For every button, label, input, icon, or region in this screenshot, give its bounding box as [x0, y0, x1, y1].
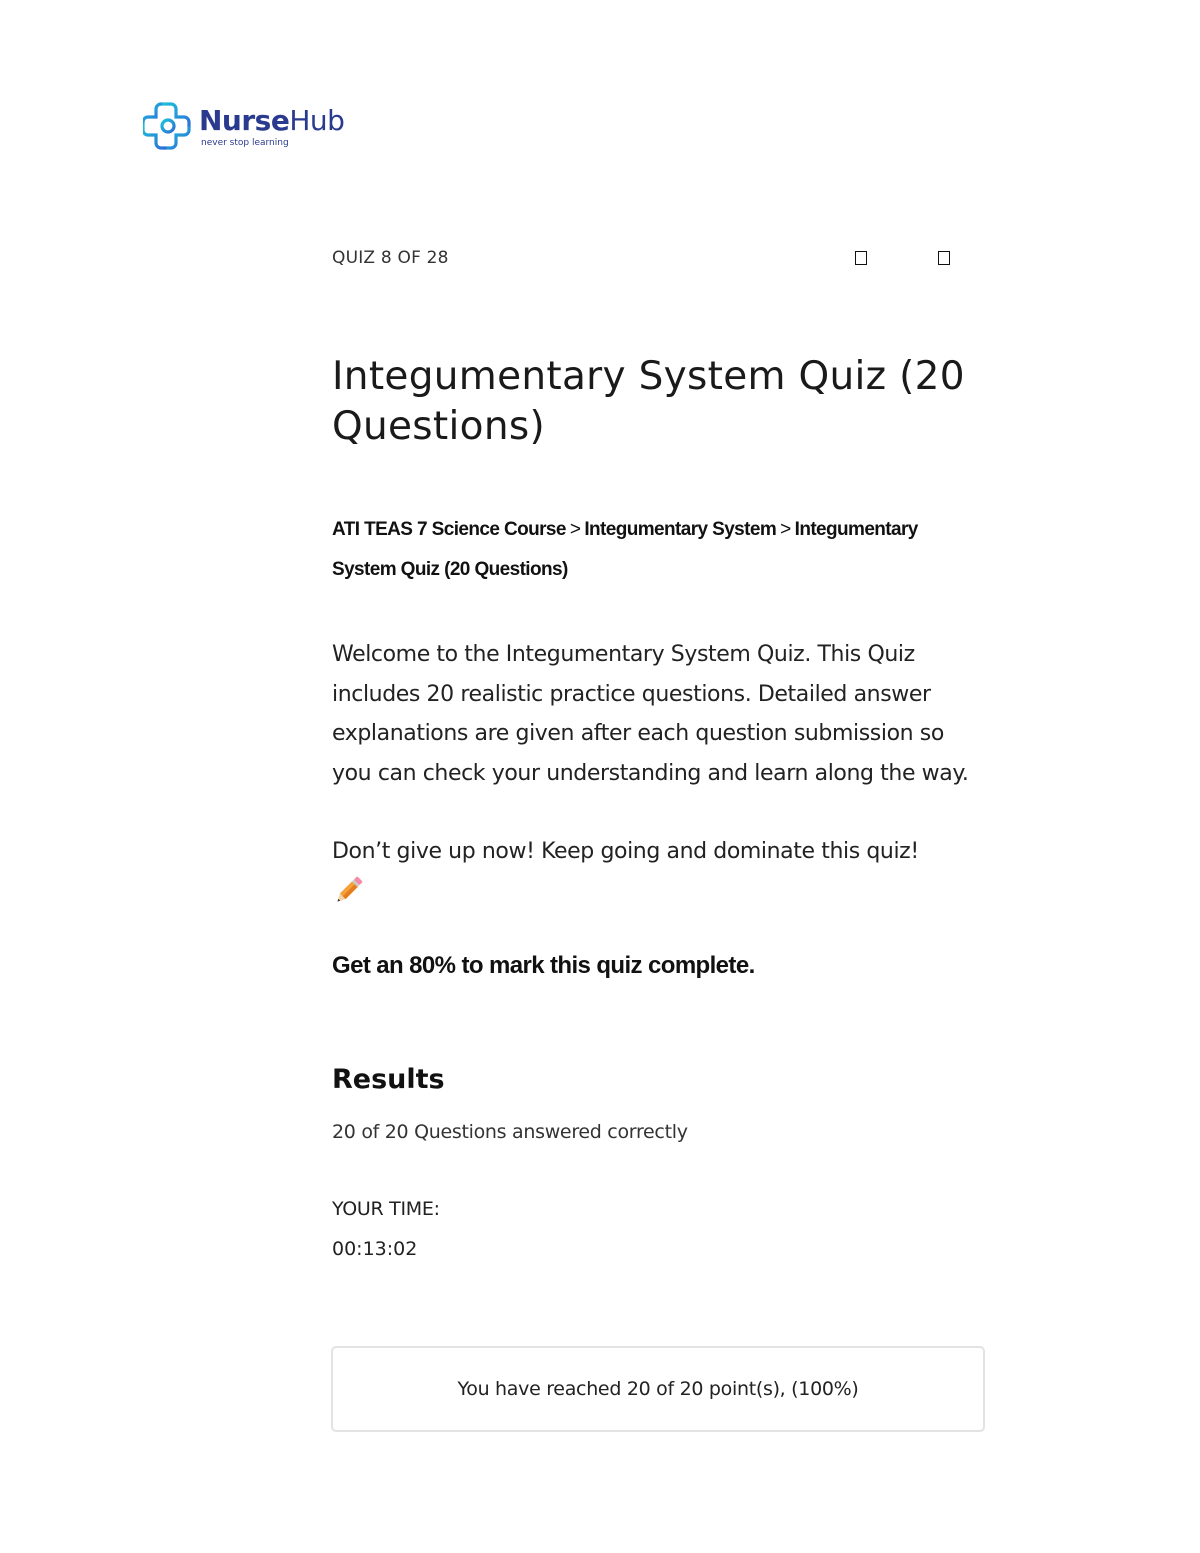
- pass-requirement-note: Get an 80% to mark this quiz complete.: [332, 952, 755, 979]
- time-label: YOUR TIME:: [332, 1198, 440, 1220]
- encouragement-message: Don’t give up now! Keep going and dominate this quiz!: [332, 839, 919, 864]
- breadcrumb-separator: >: [569, 519, 581, 540]
- nursehub-cross-logo-icon: [143, 100, 193, 150]
- breadcrumb-separator: >: [780, 519, 791, 540]
- quiz-header: [332, 248, 957, 272]
- breadcrumb: [332, 510, 962, 590]
- quiz-intro-text: Welcome to the Integumentary System Quiz. This Quiz includes 20 realistic practice questions. Detailed answer explanations are given after each question submission so you can check your understanding and learn along the way.: [332, 642, 969, 786]
- previous-quiz-icon[interactable]: [855, 251, 867, 265]
- logo-wordmark-hub: Hub: [289, 104, 345, 137]
- nursehub-logo[interactable]: [143, 100, 344, 150]
- score-message: You have reached 20 of 20 point(s), (100%): [457, 1378, 859, 1400]
- results-heading: Results: [332, 1064, 445, 1095]
- logo-wordmark-nurse: Nurse: [199, 104, 290, 137]
- breadcrumb-course-link[interactable]: ATI TEAS 7 Science Course: [332, 519, 566, 540]
- encouragement-text: [332, 832, 992, 907]
- logo-wordmark: [199, 106, 344, 136]
- quiz-content: [332, 352, 992, 1262]
- breadcrumb-quiz-link[interactable]: Integumentary System Quiz (20 Questions): [332, 519, 918, 580]
- results-answered-count: 20 of 20 Questions answered correctly: [332, 1121, 688, 1143]
- quiz-counter: QUIZ 8 OF 28: [332, 248, 449, 268]
- breadcrumb-topic-link[interactable]: Integumentary System: [584, 519, 777, 540]
- page-title: Integumentary System Quiz (20 Questions): [332, 354, 965, 449]
- next-quiz-icon[interactable]: [938, 251, 950, 265]
- pencil-icon: [332, 875, 364, 907]
- logo-tagline: never stop learning: [201, 138, 289, 148]
- time-value: 00:13:02: [332, 1238, 418, 1260]
- score-summary-box: [331, 1346, 985, 1432]
